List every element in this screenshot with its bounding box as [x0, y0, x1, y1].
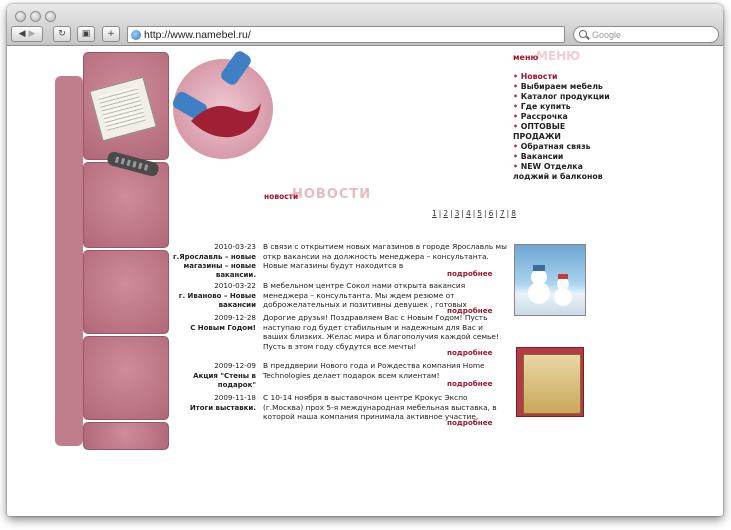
- separator: |: [495, 209, 498, 218]
- menu-item-label: Обратная связь: [520, 142, 591, 151]
- news-text: В связи с открытием новых магазинов в городе Ярославль мы откр вакансии на должность менеджера – консультанта. Новые магазины будут находится в: [263, 242, 507, 270]
- bullet-icon: •: [513, 92, 518, 101]
- more-link[interactable]: подробнее: [447, 379, 493, 388]
- news-text: Дорогие друзья! Поздравляем Вас с Новым Годом! Пусть наступаю год будет стабильным и надежным для Вас и ваших близких. Желас мира и благополучия каждой семье! Пусть в этом году сбудутся все мечты!: [263, 313, 499, 351]
- add-bookmark-button[interactable]: [102, 26, 120, 42]
- menu-item-wholesale[interactable]: [513, 122, 613, 142]
- separator: |: [450, 209, 453, 218]
- more-link[interactable]: подробнее: [447, 418, 493, 427]
- news-date: 2009-12-28: [214, 313, 256, 322]
- menu-item-balcony-finishing[interactable]: [513, 162, 613, 182]
- search-input[interactable]: [573, 26, 719, 43]
- address-bar[interactable]: [127, 26, 565, 43]
- search-placeholder: Google: [592, 29, 622, 40]
- main-menu: [513, 72, 613, 182]
- menu-item-label: Выбираем мебель: [520, 82, 603, 91]
- menu-item-catalog[interactable]: [513, 92, 613, 102]
- menu-item-label: Новости: [520, 72, 558, 81]
- page-link[interactable]: 7: [499, 209, 505, 218]
- news-title[interactable]: Итоги выставки.: [189, 404, 256, 412]
- separator: |: [506, 209, 510, 218]
- page-link[interactable]: 2: [443, 209, 449, 218]
- site-logo[interactable]: [173, 59, 273, 159]
- diploma-thumbnail[interactable]: [516, 347, 584, 417]
- news-title[interactable]: г.Ярославль – новые магазины – новые вакансии.: [172, 253, 256, 279]
- menu-item-installments[interactable]: [513, 112, 613, 122]
- minimize-window-button[interactable]: [30, 11, 41, 22]
- menu-item-where-to-buy[interactable]: [513, 102, 613, 112]
- page-link[interactable]: 1: [432, 209, 437, 218]
- separator: |: [438, 209, 442, 218]
- news-title[interactable]: Акция "Стены в подарок": [193, 372, 256, 389]
- address-bar-url: http://www.namebel.ru/: [144, 28, 251, 41]
- page-link[interactable]: 3: [454, 209, 460, 218]
- separator: |: [472, 209, 476, 218]
- menu-item-label: ОПТОВЫЕ ПРОДАЖИ: [513, 122, 566, 141]
- forward-arrow-icon[interactable]: ▶: [28, 29, 36, 39]
- snowman-thumbnail[interactable]: [514, 244, 586, 316]
- page-link[interactable]: 6: [488, 209, 494, 218]
- menu-item-feedback[interactable]: [513, 142, 613, 152]
- bullet-icon: •: [513, 162, 518, 171]
- menu-item-vacancies[interactable]: [513, 152, 613, 162]
- news-heading: новости: [264, 192, 299, 201]
- menu-item-news[interactable]: [513, 72, 613, 82]
- menu-item-label: Где купить: [520, 102, 571, 111]
- news-date: 2009-12-09: [214, 361, 256, 370]
- menu-item-label: Рассрочка: [520, 112, 568, 121]
- more-link[interactable]: подробнее: [447, 306, 493, 315]
- web-page: [7, 47, 723, 516]
- search-icon: [579, 30, 587, 38]
- menu-item-label: Каталог продукции: [520, 92, 610, 101]
- menu-heading: меню: [513, 53, 539, 62]
- bullet-icon: •: [513, 122, 518, 131]
- sofa-image: [55, 76, 83, 446]
- more-link[interactable]: подробнее: [447, 269, 493, 278]
- news-date: 2010-03-22: [214, 281, 256, 290]
- zoom-window-button[interactable]: [45, 11, 56, 22]
- picture-icon: ▣: [81, 29, 91, 39]
- reload-icon: ↻: [58, 29, 66, 39]
- sofa-cushion: [83, 250, 169, 334]
- news-heading-graphic: НОВОСТИ: [292, 187, 372, 202]
- page-link[interactable]: 4: [465, 209, 471, 218]
- menu-item-label: NEW Отделка лоджий и балконов: [513, 162, 603, 181]
- separator: |: [484, 209, 487, 218]
- sofa-cushion: [83, 336, 169, 420]
- separator: |: [461, 209, 464, 218]
- news-text: В преддверии Нового года и Рождества компания Home Technologies делает подарок всем клиентам!: [263, 361, 485, 380]
- more-link[interactable]: подробнее: [447, 348, 493, 357]
- back-forward-buttons[interactable]: [11, 26, 43, 42]
- browser-toolbar: [7, 4, 723, 46]
- page-link[interactable]: 5: [477, 209, 483, 218]
- bullet-icon: •: [513, 102, 518, 111]
- snapshot-button[interactable]: [77, 26, 95, 42]
- snowman-icon: [515, 245, 587, 317]
- plus-icon: +: [107, 29, 115, 39]
- reload-button[interactable]: [53, 26, 71, 42]
- bullet-icon: •: [513, 142, 518, 151]
- bullet-icon: •: [513, 72, 518, 81]
- bullet-icon: •: [513, 112, 518, 121]
- close-window-button[interactable]: [15, 11, 26, 22]
- news-date: 2009-11-18: [214, 393, 256, 402]
- sofa-cushion: [83, 422, 169, 450]
- page-link[interactable]: 8: [511, 209, 516, 218]
- sofa-cushion: [83, 162, 169, 248]
- news-date: 2010-03-23: [214, 242, 256, 251]
- news-title[interactable]: г. Иваново – Новые вакансии: [178, 292, 256, 309]
- menu-heading-graphic: МЕНЮ: [536, 49, 581, 63]
- menu-item-label: Вакансии: [520, 152, 564, 161]
- globe-icon: [131, 30, 141, 40]
- logo-swoosh-icon: [173, 59, 273, 159]
- bullet-icon: •: [513, 82, 518, 91]
- news-text: В мебельном центре Сокол нами открыта вакансия менеджера – консультанта. Мы ждем резюме от доброжелательных и позитивны девушек , готовых: [263, 281, 467, 309]
- menu-item-choose-furniture[interactable]: [513, 82, 613, 92]
- news-text: С 10-14 ноября в выставочном центре Крокус Экспо (г.Москва) прох 5-я международная мебельная выставка, в которой наша компания принимала активное участие.: [263, 393, 497, 421]
- bullet-icon: •: [513, 152, 518, 161]
- news-title[interactable]: С Новым Годом!: [190, 324, 256, 332]
- browser-window: [7, 4, 723, 516]
- news-pagination: [432, 209, 516, 218]
- back-arrow-icon[interactable]: ◀: [18, 29, 26, 39]
